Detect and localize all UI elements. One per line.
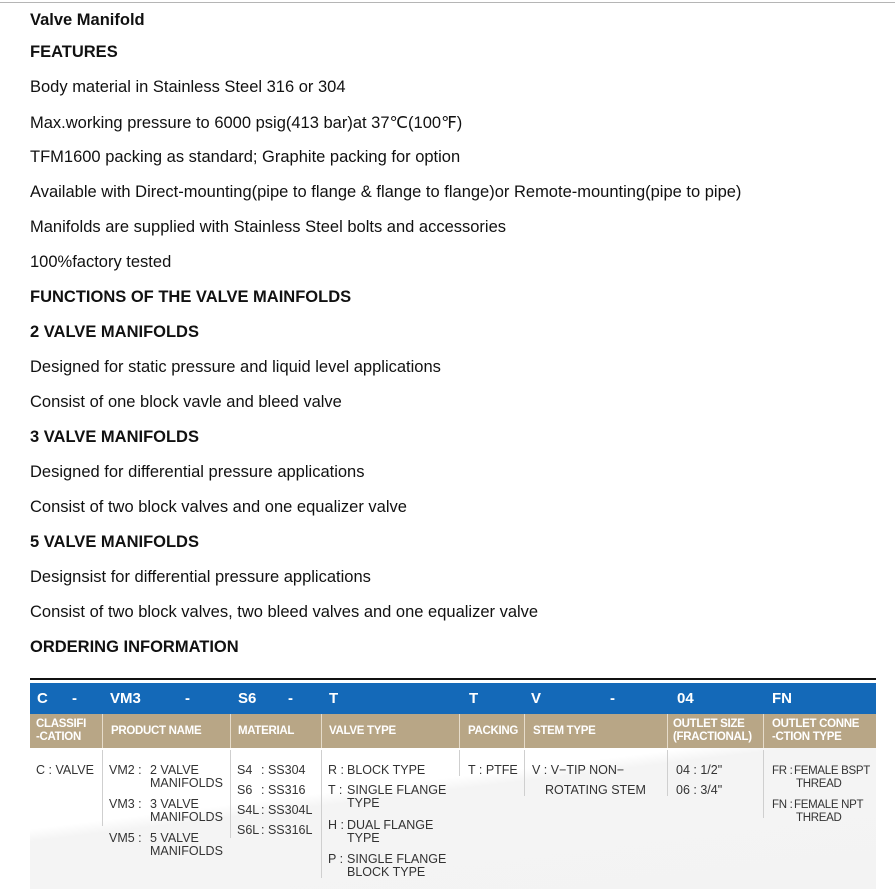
header-divider (321, 714, 322, 748)
valve-type-desc: BLOCK TYPE (347, 865, 426, 879)
material-option-code: S4L (237, 803, 260, 817)
valve-type-desc: DUAL FLANGE (347, 818, 434, 832)
stem-type-option: ROTATING STEM (545, 783, 646, 797)
header-outlet-size (673, 714, 752, 748)
top-border (0, 2, 895, 3)
product-option-code: VM3 : (109, 797, 142, 811)
outlet-connection-code: FR : (772, 765, 793, 777)
functions-heading: FUNCTIONS OF THE VALVE MAINFOLDS (30, 288, 352, 306)
header-line: -CTION TYPE (772, 731, 842, 743)
code-classification: C (37, 690, 48, 707)
product-option-desc: 5 VALVE (150, 831, 199, 845)
column-divider (524, 750, 525, 796)
feature-item: Body material in Stainless Steel 316 or 304 (30, 78, 346, 96)
header-valve-type: VALVE TYPE (329, 724, 396, 737)
feature-item: Available with Direct-mounting(pipe to flange & flange to flange)or Remote-mounting(pipe to pipe) (30, 183, 742, 201)
valve-type-desc: BLOCK TYPE (347, 763, 426, 777)
code-outlet-connection: FN (772, 690, 792, 707)
header-line: -CATION (36, 731, 81, 743)
section-line: Consist of two block valves and one equalizer valve (30, 498, 407, 516)
header-divider (667, 714, 668, 748)
header-outlet-connection (772, 714, 859, 748)
column-divider (763, 750, 764, 818)
code-valve-type: T (329, 690, 339, 707)
product-option-desc: 2 VALVE (150, 763, 199, 777)
section-line: Designed for static pressure and liquid level applications (30, 358, 441, 376)
column-divider (230, 750, 231, 838)
header-packing: PACKING (468, 724, 519, 737)
column-divider (321, 750, 322, 878)
page-title: Valve Manifold (30, 11, 145, 29)
valve-type-code: P : (328, 852, 344, 866)
header-line: CLASSIFI (36, 718, 86, 730)
column-divider (459, 750, 460, 776)
product-option-desc: 3 VALVE (150, 797, 199, 811)
header-divider (763, 714, 764, 748)
outlet-connection-desc: FEMALE BSPT (794, 765, 870, 777)
valve-type-desc: TYPE (347, 831, 380, 845)
code-separator: - (288, 690, 293, 707)
header-line: OUTLET SIZE (673, 718, 745, 730)
outlet-size-option: 04 : 1/2" (676, 763, 723, 777)
classification-option (36, 763, 94, 777)
material-option-desc: : SS304L (261, 803, 313, 817)
valve-type-code: H : (328, 818, 344, 832)
column-divider (667, 750, 668, 796)
code-band (30, 683, 876, 714)
option-code: C : (36, 763, 52, 777)
column-divider (102, 750, 103, 826)
product-option-desc: MANIFOLDS (150, 844, 223, 858)
header-divider (102, 714, 103, 748)
feature-item: 100%factory tested (30, 253, 172, 271)
packing-option: T : PTFE (468, 763, 518, 777)
section-heading-2-valve: 2 VALVE MANIFOLDS (30, 323, 199, 341)
table-top-rule (30, 678, 876, 680)
ordering-table (30, 678, 876, 889)
code-packing: T (469, 690, 479, 707)
product-option-desc: MANIFOLDS (150, 810, 223, 824)
section-line: Consist of two block valves, two bleed valves and one equalizer valve (30, 603, 539, 621)
code-separator: - (72, 690, 77, 707)
product-option-code: VM2 : (109, 763, 142, 777)
header-line: (FRACTIONAL) (673, 731, 752, 743)
header-product-name: PRODUCT NAME (111, 724, 202, 737)
header-material: MATERIAL (238, 724, 295, 737)
section-heading-5-valve: 5 VALVE MANIFOLDS (30, 533, 199, 551)
outlet-connection-desc: THREAD (796, 812, 842, 824)
section-heading-3-valve: 3 VALVE MANIFOLDS (30, 428, 199, 446)
valve-type-desc: SINGLE FLANGE (347, 852, 447, 866)
material-option-desc: : SS304 (261, 763, 306, 777)
header-line: OUTLET CONNE (772, 718, 860, 730)
code-material: S6 (238, 690, 257, 707)
material-option-code: S6 (237, 783, 253, 797)
product-option-desc: MANIFOLDS (150, 776, 223, 790)
valve-type-desc: TYPE (347, 796, 380, 810)
material-option-code: S4 (237, 763, 253, 777)
header-stem-type: STEM TYPE (533, 724, 596, 737)
outlet-connection-code: FN : (772, 799, 793, 811)
valve-type-code: T : (328, 783, 343, 797)
valve-type-code: R : (328, 763, 344, 777)
outlet-size-option: 06 : 3/4" (676, 783, 723, 797)
ordering-heading: ORDERING INFORMATION (30, 638, 239, 656)
material-option-code: S6L (237, 823, 260, 837)
option-desc: VALVE (55, 763, 94, 777)
header-classification (36, 714, 102, 748)
material-option-desc: : SS316 (261, 783, 306, 797)
header-divider (230, 714, 231, 748)
section-line: Consist of one block vavle and bleed valve (30, 393, 342, 411)
section-line: Designsist for differential pressure applications (30, 568, 371, 586)
header-divider (459, 714, 460, 748)
feature-item: Max.working pressure to 6000 psig(413 bar)at 37℃(100℉) (30, 114, 463, 132)
features-heading: FEATURES (30, 43, 118, 61)
code-stem-type: V (531, 690, 542, 707)
feature-item: Manifolds are supplied with Stainless Steel bolts and accessories (30, 218, 507, 236)
code-separator: - (185, 690, 190, 707)
outlet-connection-desc: FEMALE NPT (794, 799, 864, 811)
code-separator: - (610, 690, 615, 707)
stem-type-option: V : V−TIP NON− (532, 763, 625, 777)
product-option-code: VM5 : (109, 831, 142, 845)
section-line: Designed for differential pressure applications (30, 463, 365, 481)
feature-item: TFM1600 packing as standard; Graphite packing for option (30, 148, 461, 166)
material-option-desc: : SS316L (261, 823, 313, 837)
valve-type-desc: SINGLE FLANGE (347, 783, 447, 797)
header-divider (524, 714, 525, 748)
code-product: VM3 (110, 690, 141, 707)
code-outlet-size: 04 (677, 690, 694, 707)
outlet-connection-desc: THREAD (796, 778, 842, 790)
